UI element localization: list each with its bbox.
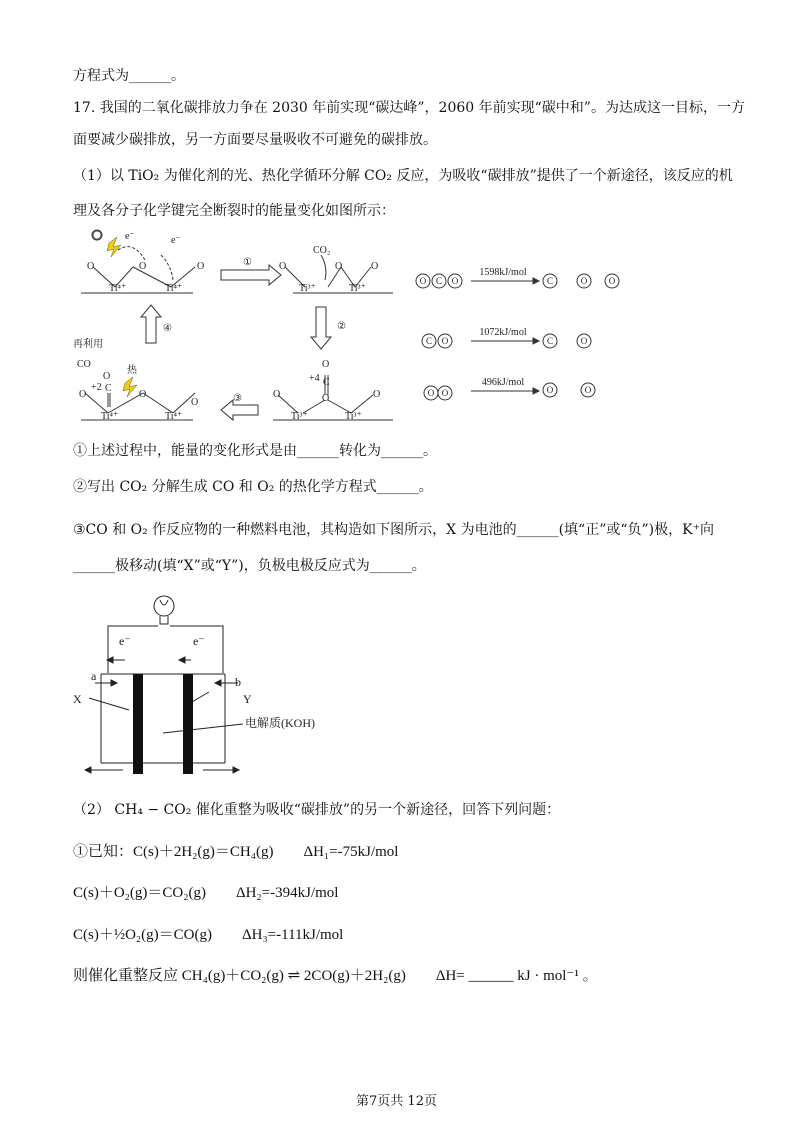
oxygen-atom: O [139, 389, 147, 400]
ti4-label: Ti⁴⁺ [165, 411, 183, 422]
oxygen-atom: O [322, 393, 330, 404]
atom-o: O [451, 276, 459, 286]
line-equation-blank: 方程式为______。 [73, 68, 185, 84]
inlet-a-label: a [91, 669, 97, 683]
oxygen-atom: O [373, 389, 381, 400]
step-3-label: ③ [233, 393, 242, 404]
oxidation-plus4: +4 [309, 373, 320, 384]
oxygen-atom: O [322, 359, 330, 370]
heat-label: 热 [127, 365, 137, 376]
oxygen-atom: O [139, 261, 147, 272]
question-1-b: ②写出 CO₂ 分解生成 CO 和 O₂ 的热化学方程式______。 [73, 479, 433, 495]
equation-1: ①已知：C(s)＋2H₂(g)＝CH₄(g) ΔH₁=-75kJ/mol [73, 844, 399, 860]
atom-o: O [546, 385, 554, 395]
page-footer: 第7页共 12页 [356, 1094, 437, 1109]
oxygen-atom: O [191, 397, 199, 408]
energy-o2: 496kJ/mol [481, 377, 525, 388]
atom-o: O [580, 276, 588, 286]
oxygen-atom: O [197, 261, 205, 272]
oxygen-atom: O [371, 261, 379, 272]
step-1-label: ① [243, 257, 252, 268]
atom-o: O [427, 388, 435, 398]
atom-o: O [580, 336, 588, 346]
ti4-label: Ti⁴⁺ [101, 411, 119, 422]
electron-label: e⁻ [171, 235, 181, 246]
oxygen-atom: O [79, 389, 87, 400]
co-label: CO [77, 359, 91, 370]
atom-c: C [546, 276, 554, 286]
question-1-a: ①上述过程中，能量的变化形式是由______转化为______。 [73, 443, 437, 459]
ti3-label: Ti³⁺ [299, 283, 316, 294]
bulb-icon [154, 596, 174, 624]
electron-left: e⁻ [119, 634, 131, 648]
equation-3: C(s)＋½O₂(g)＝CO(g) ΔH₃=-111kJ/mol [73, 927, 344, 943]
atom-o: O [441, 336, 449, 346]
atom-c: C [425, 336, 433, 346]
atom-o: O [441, 388, 449, 398]
oxidation-plus2: +2 [91, 382, 102, 393]
electrode-x-label: X [73, 692, 82, 706]
co2-label: CO₂ [313, 245, 331, 256]
ti4-label: Ti⁴⁺ [165, 283, 183, 294]
ti3-label: Ti³⁺ [291, 411, 308, 422]
light-icon [93, 231, 121, 257]
question-17-intro: 17. 我国的二氧化碳排放力争在 2030 年前实现“碳达峰”，2060 年前实现“碳中和”。为达成这一目标，一方 [73, 100, 745, 116]
ti4-label: Ti⁴⁺ [109, 283, 127, 294]
inlet-b-label: b [235, 675, 241, 689]
electrode-y [183, 674, 193, 774]
oxygen-atom: O [279, 261, 287, 272]
oxygen-atom: O [335, 261, 343, 272]
question-1-c: ③CO 和 O₂ 作反应物的一种燃料电池，其构造如下图所示，X 为电池的______(填“正”或“负”)极，K⁺向 [73, 522, 714, 538]
part-1-intro: （1）以 TiO₂ 为催化剂的光、热化学循环分解 CO₂ 反应，为吸收“碳排放”提供了一个新途径，该反应的机 [73, 168, 733, 184]
electron-label: e⁻ [125, 231, 135, 242]
electrolyte-label: 电解质(KOH) [245, 716, 315, 730]
ti3-label: Ti³⁺ [349, 283, 366, 294]
oxygen-atom: O [103, 371, 111, 382]
question-17-intro-cont: 面要减少碳排放，另一方面要尽量吸收不可避免的碳排放。 [73, 132, 437, 148]
step-4-label: ④ [163, 323, 172, 334]
atom-o: O [419, 276, 427, 286]
mechanism-diagram [73, 225, 633, 435]
ti3-label: Ti³⁺ [345, 411, 362, 422]
atom-o: O [584, 385, 592, 395]
energy-co2: 1598kJ/mol [479, 267, 527, 278]
heat-icon [123, 377, 137, 397]
carbon-atom: C [323, 377, 330, 388]
carbon-atom: C [105, 383, 112, 394]
atom-c: C [435, 276, 443, 286]
question-1-c-cont: ______极移动(填“X”或“Y”)，负极电极反应式为______。 [73, 558, 426, 574]
electrode-x [133, 674, 143, 774]
equation-2: C(s)＋O₂(g)＝CO₂(g) ΔH₂=-394kJ/mol [73, 885, 339, 901]
atom-o: O [608, 276, 616, 286]
energy-co: 1072kJ/mol [479, 327, 527, 338]
part-1-intro-cont: 理及各分子化学键完全断裂时的能量变化如图所示： [73, 203, 395, 219]
part-2-intro: （2） CH₄ − CO₂ 催化重整为吸收“碳排放”的另一个新途径，回答下列问题： [73, 802, 561, 818]
electron-right: e⁻ [193, 634, 205, 648]
oxygen-atom: O [273, 389, 281, 400]
oxygen-atom: O [87, 261, 95, 272]
fuel-cell-diagram [73, 588, 373, 778]
reuse-label: 再利用 [73, 339, 103, 350]
atom-c: C [546, 336, 554, 346]
equation-4-question: 则催化重整反应 CH₄(g)＋CO₂(g) ⇌ 2CO(g)＋2H₂(g) ΔH= ______ kJ · mol⁻¹ 。 [73, 968, 598, 984]
electrode-y-label: Y [243, 692, 252, 706]
step-2-label: ② [337, 321, 346, 332]
